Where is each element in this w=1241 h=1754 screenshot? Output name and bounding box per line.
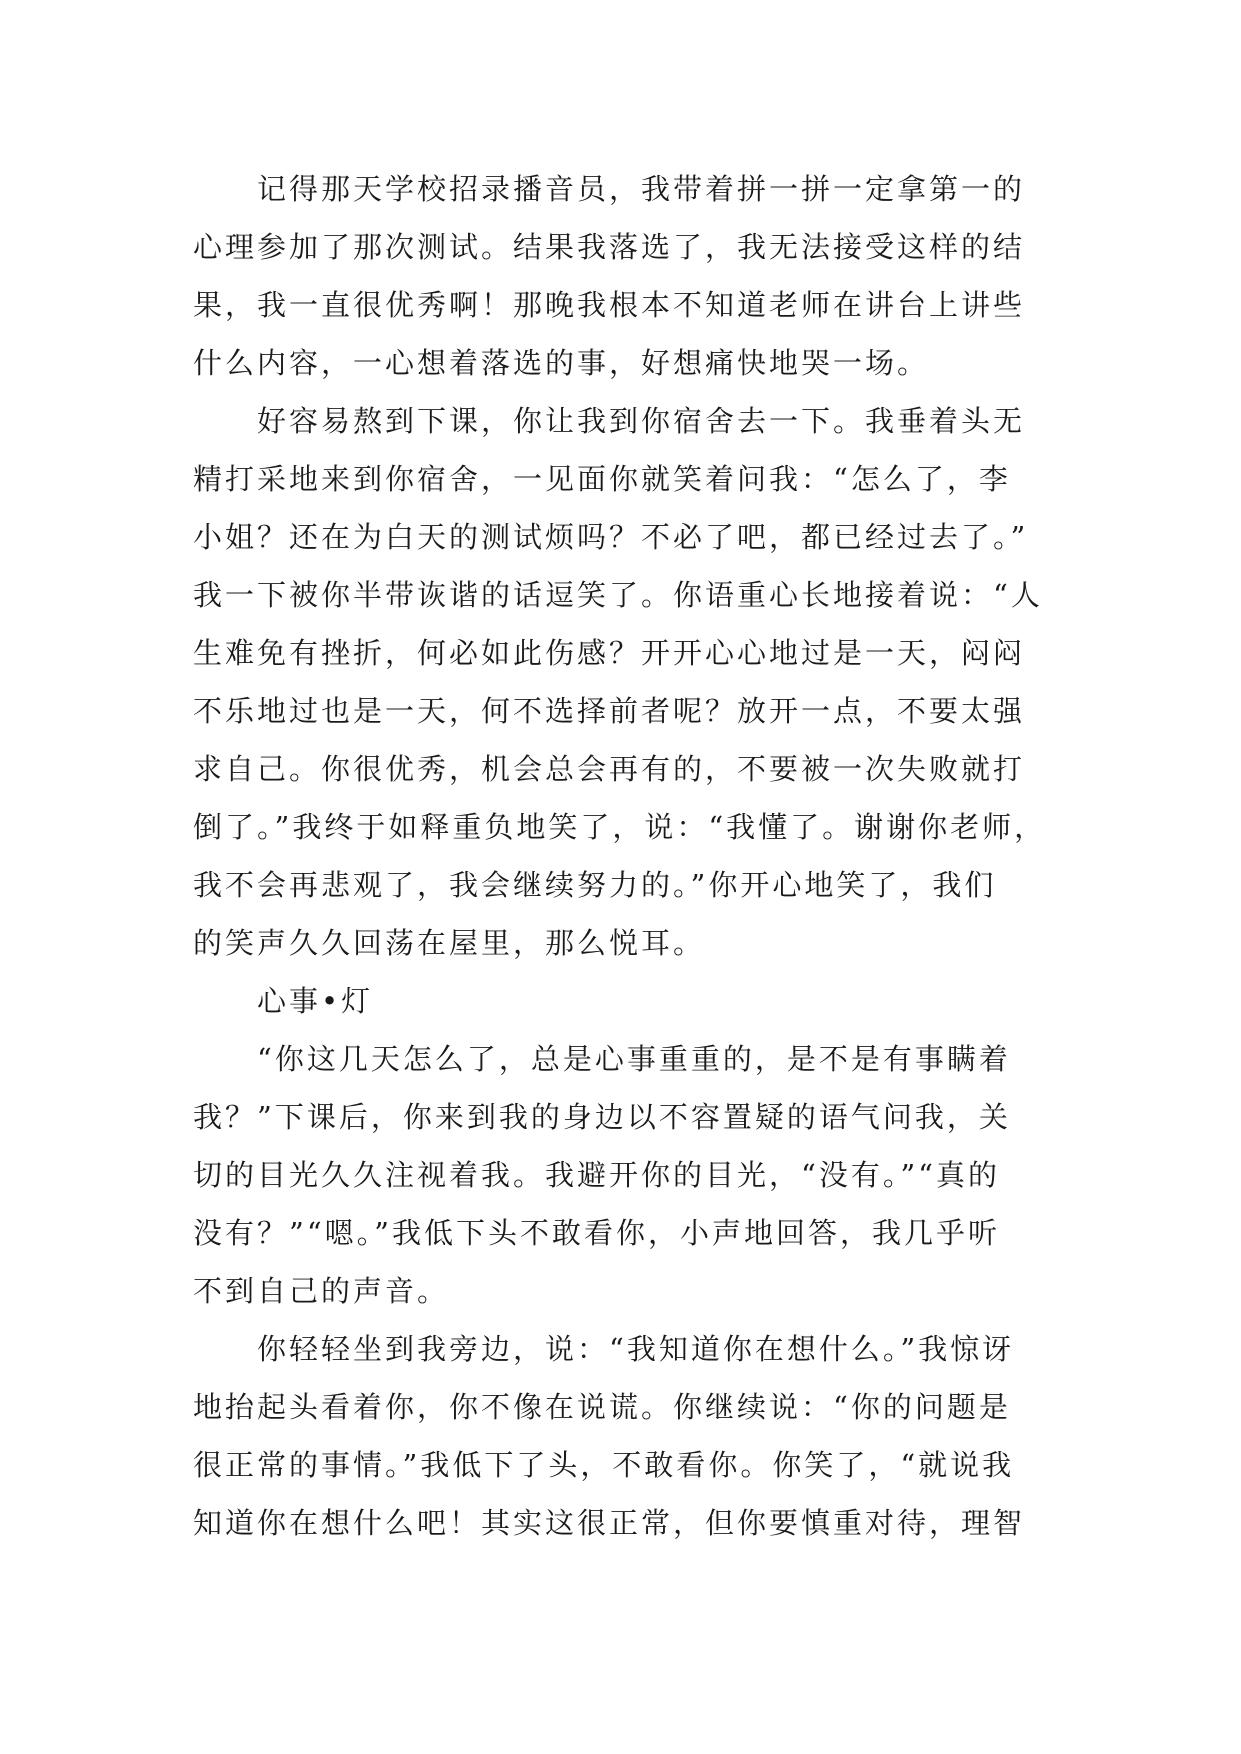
text-line: 你轻轻坐到我旁边，说：“我知道你在想什么。”我惊讶	[257, 1332, 1015, 1366]
text-line: 什么内容，一心想着落选的事，好想痛快地哭一场。	[193, 346, 930, 380]
text-line: 知道你在想什么吧！其实这很正常，但你要慎重对待，理智	[193, 1506, 1026, 1540]
text-line: 没有？”“嗯。”我低下头不敢看你，小声地回答，我几乎听	[193, 1216, 1000, 1250]
text-line: 果，我一直很优秀啊！那晚我根本不知道老师在讲台上讲些	[193, 288, 1026, 322]
text-line: 切的目光久久注视着我。我避开你的目光，“没有。”“真的	[193, 1158, 1000, 1192]
text-line: 小姐？还在为白天的测试烦吗？不必了吧，都已经过去了。”	[193, 520, 1029, 554]
text-line: 我一下被你半带诙谐的话逗笑了。你语重心长地接着说：“人	[193, 578, 1043, 612]
text-line: 地抬起头看着你，你不像在说谎。你继续说：“你的问题是	[193, 1390, 1011, 1424]
text-line: 心事•灯	[257, 984, 374, 1018]
text-line: 很正常的事情。”我低下了头，不敢看你。你笑了，“就说我	[193, 1448, 1015, 1482]
text-line: 精打采地来到你宿舍，一见面你就笑着问我：“怎么了，李	[193, 462, 1011, 496]
body-text	[193, 160, 1063, 1552]
text-line: 的笑声久久回荡在屋里，那么悦耳。	[193, 926, 706, 960]
text-line: 不乐地过也是一天，何不选择前者呢？放开一点，不要太强	[193, 694, 1026, 728]
text-line: 倒了。”我终于如释重负地笑了，说：“我懂了。谢谢你老师，	[193, 810, 1047, 844]
text-line: 不到自己的声音。	[193, 1274, 450, 1308]
text-line: 求自己。你很优秀，机会总会再有的，不要被一次失败就打	[193, 752, 1026, 786]
text-line: 我不会再悲观了，我会继续努力的。”你开心地笑了，我们	[193, 868, 997, 902]
text-line: 心理参加了那次测试。结果我落选了，我无法接受这样的结	[193, 230, 1026, 264]
text-line: “你这几天怎么了，总是心事重重的，是不是有事瞒着	[257, 1042, 1011, 1076]
text-line: 我？”下课后，你来到我的身边以不容置疑的语气问我，关	[193, 1100, 1011, 1134]
text-line: 记得那天学校招录播音员，我带着拼一拼一定拿第一的	[257, 172, 1026, 206]
text-line: 好容易熬到下课，你让我到你宿舍去一下。我垂着头无	[257, 404, 1026, 438]
text-line: 生难免有挫折，何必如此伤感？开开心心地过是一天，闷闷	[193, 636, 1026, 670]
